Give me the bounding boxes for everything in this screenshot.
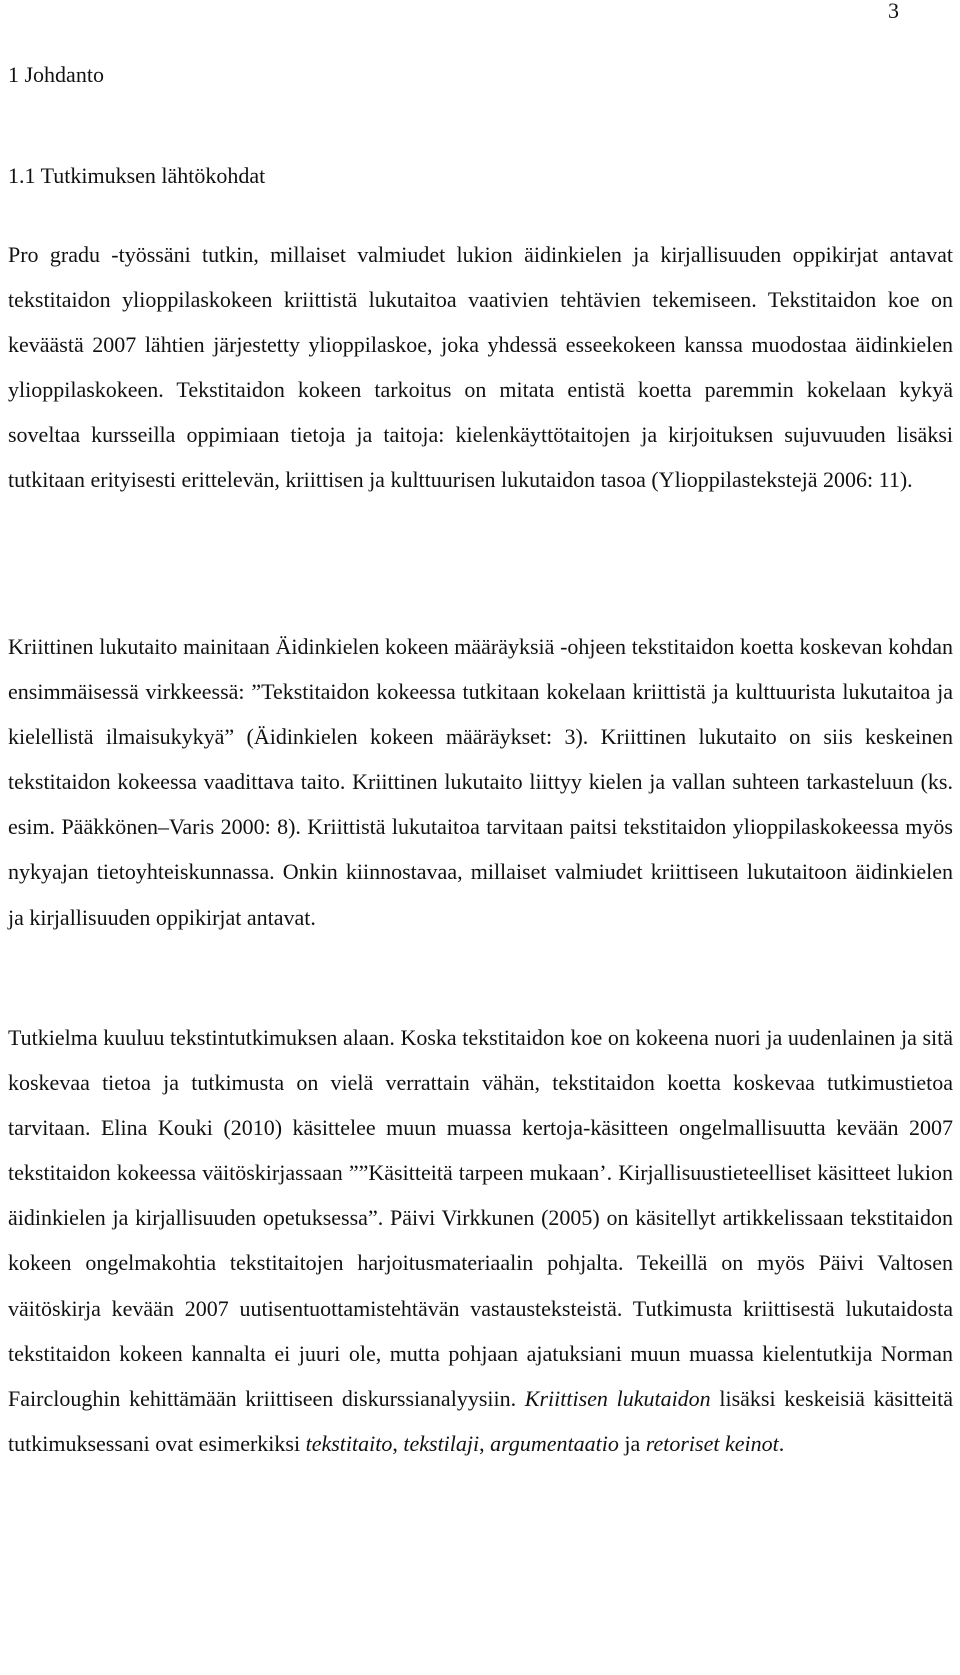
term-kriittinen-lukutaito: Kriittisen lukutaidon <box>524 1385 711 1411</box>
paragraph-1 <box>8 232 953 503</box>
paragraph-3-text: Tutkielma kuuluu tekstintutkimuksen alaan. Koska tekstitaidon koe on kokeena nuori ja uudenlainen ja sitä koskevaa tietoa ja tutkimusta on vielä verrattain vähän, tekstitaidon koetta koskevaa tutkimustietoa tarvitaan. Elina Kouki (2010) käsittelee muun muassa kertoja-käsitteen ongelmallisuutta kevään 2007 tekstitaidon kokeessa väitöskirjassaan ””Käsitteitä tarpeen mukaan’. Kirjallisuustieteelliset käsitteet lukion äidinkielen ja kirjallisuuden opetuksessa”. Päivi Virkkunen (2005) on käsitellyt artikkelissaan tekstitaidon kokeen ongelmakohtia tekstitaitojen harjoitusmateriaalin pohjalta. Tekeillä on myös Päivi Valtosen väitöskirja kevään 2007 uutisentuottamistehtävän vastausteksteistä. Tutkimusta kriittisestä lukutaidosta tekstitaidon kokeen kannalta ei juuri ole, mutta pohjaan ajatuksiani muun muassa kielentutkija Norman Faircloughin kehittämään kriittiseen diskurssianalyysiin. <box>8 1025 953 1411</box>
separator-text: . <box>778 1430 785 1456</box>
term-retoriset-keinot: retoriset keinot <box>645 1430 779 1456</box>
paragraph-2-text: Kriittinen lukutaito mainitaan Äidinkielen kokeen määräyksiä -ohjeen tekstitaidon koetta koskevan kohdan ensimmäisessä virkkeessä: ”Tekstitaidon kokeessa tutkitaan kokelaan kriittistä ja kulttuurista lukutaitoa ja kielellistä ilmaisukykyä” (Äidinkielen kokeen määräykset: 3). Kriittinen lukutaito on siis keskeinen tekstitaidon kokeessa vaadittava taito. Kriittinen lukutaito liittyy kielen ja vallan suhteen tarkasteluun (ks. esim. Pääkkönen–Varis 2000: 8). Kriittistä lukutaitoa tarvitaan paitsi tekstitaidon ylioppilaskokeessa myös nykyajan tietoyhteiskunnassa. Onkin kiinnostavaa, millaiset valmiudet kriittiseen lukutaitoon äidinkielen ja kirjallisuuden oppikirjat antavat. <box>8 634 953 930</box>
separator-text: ja <box>618 1430 646 1456</box>
section-heading: 1.1 Tutkimuksen lähtökohdat <box>8 163 266 188</box>
paragraph-3 <box>8 1015 953 1466</box>
page-number: 3 <box>888 0 899 23</box>
separator-text: , <box>479 1430 491 1456</box>
paragraph-2 <box>8 624 953 940</box>
term-argumentaatio: argumentaatio <box>490 1430 619 1456</box>
term-tekstitaito: tekstitaito <box>305 1430 393 1456</box>
paragraph-1-text: Pro gradu -työssäni tutkin, millaiset valmiudet lukion äidinkielen ja kirjallisuuden oppikirjat antavat tekstitaidon ylioppilaskokeen kriittistä lukutaitoa vaativien tehtävien tekemiseen. Tekstitaidon koe on keväästä 2007 lähtien järjestetty ylioppilaskoe, joka yhdessä esseekokeen kanssa muodostaa äidinkielen ylioppilaskokeen. Tekstitaidon kokeen tarkoitus on mitata entistä koetta paremmin kokelaan kykyä soveltaa kursseilla oppimiaan tietoja ja taitoja: kielenkäyttötaitojen ja kirjoituksen sujuvuuden lisäksi tutkitaan erityisesti erittelevän, kriittisen ja kulttuurisen lukutaidon tasoa (Ylioppilastekstejä 2006: 11). <box>8 242 953 493</box>
term-tekstilaji: tekstilaji <box>403 1430 480 1456</box>
paragraph-3-text: lisäksi keskeisiä käsitteitä tutkimuksessani ovat esimerkiksi <box>8 1385 953 1456</box>
chapter-heading: 1 Johdanto <box>8 62 104 87</box>
separator-text: , <box>392 1430 404 1456</box>
